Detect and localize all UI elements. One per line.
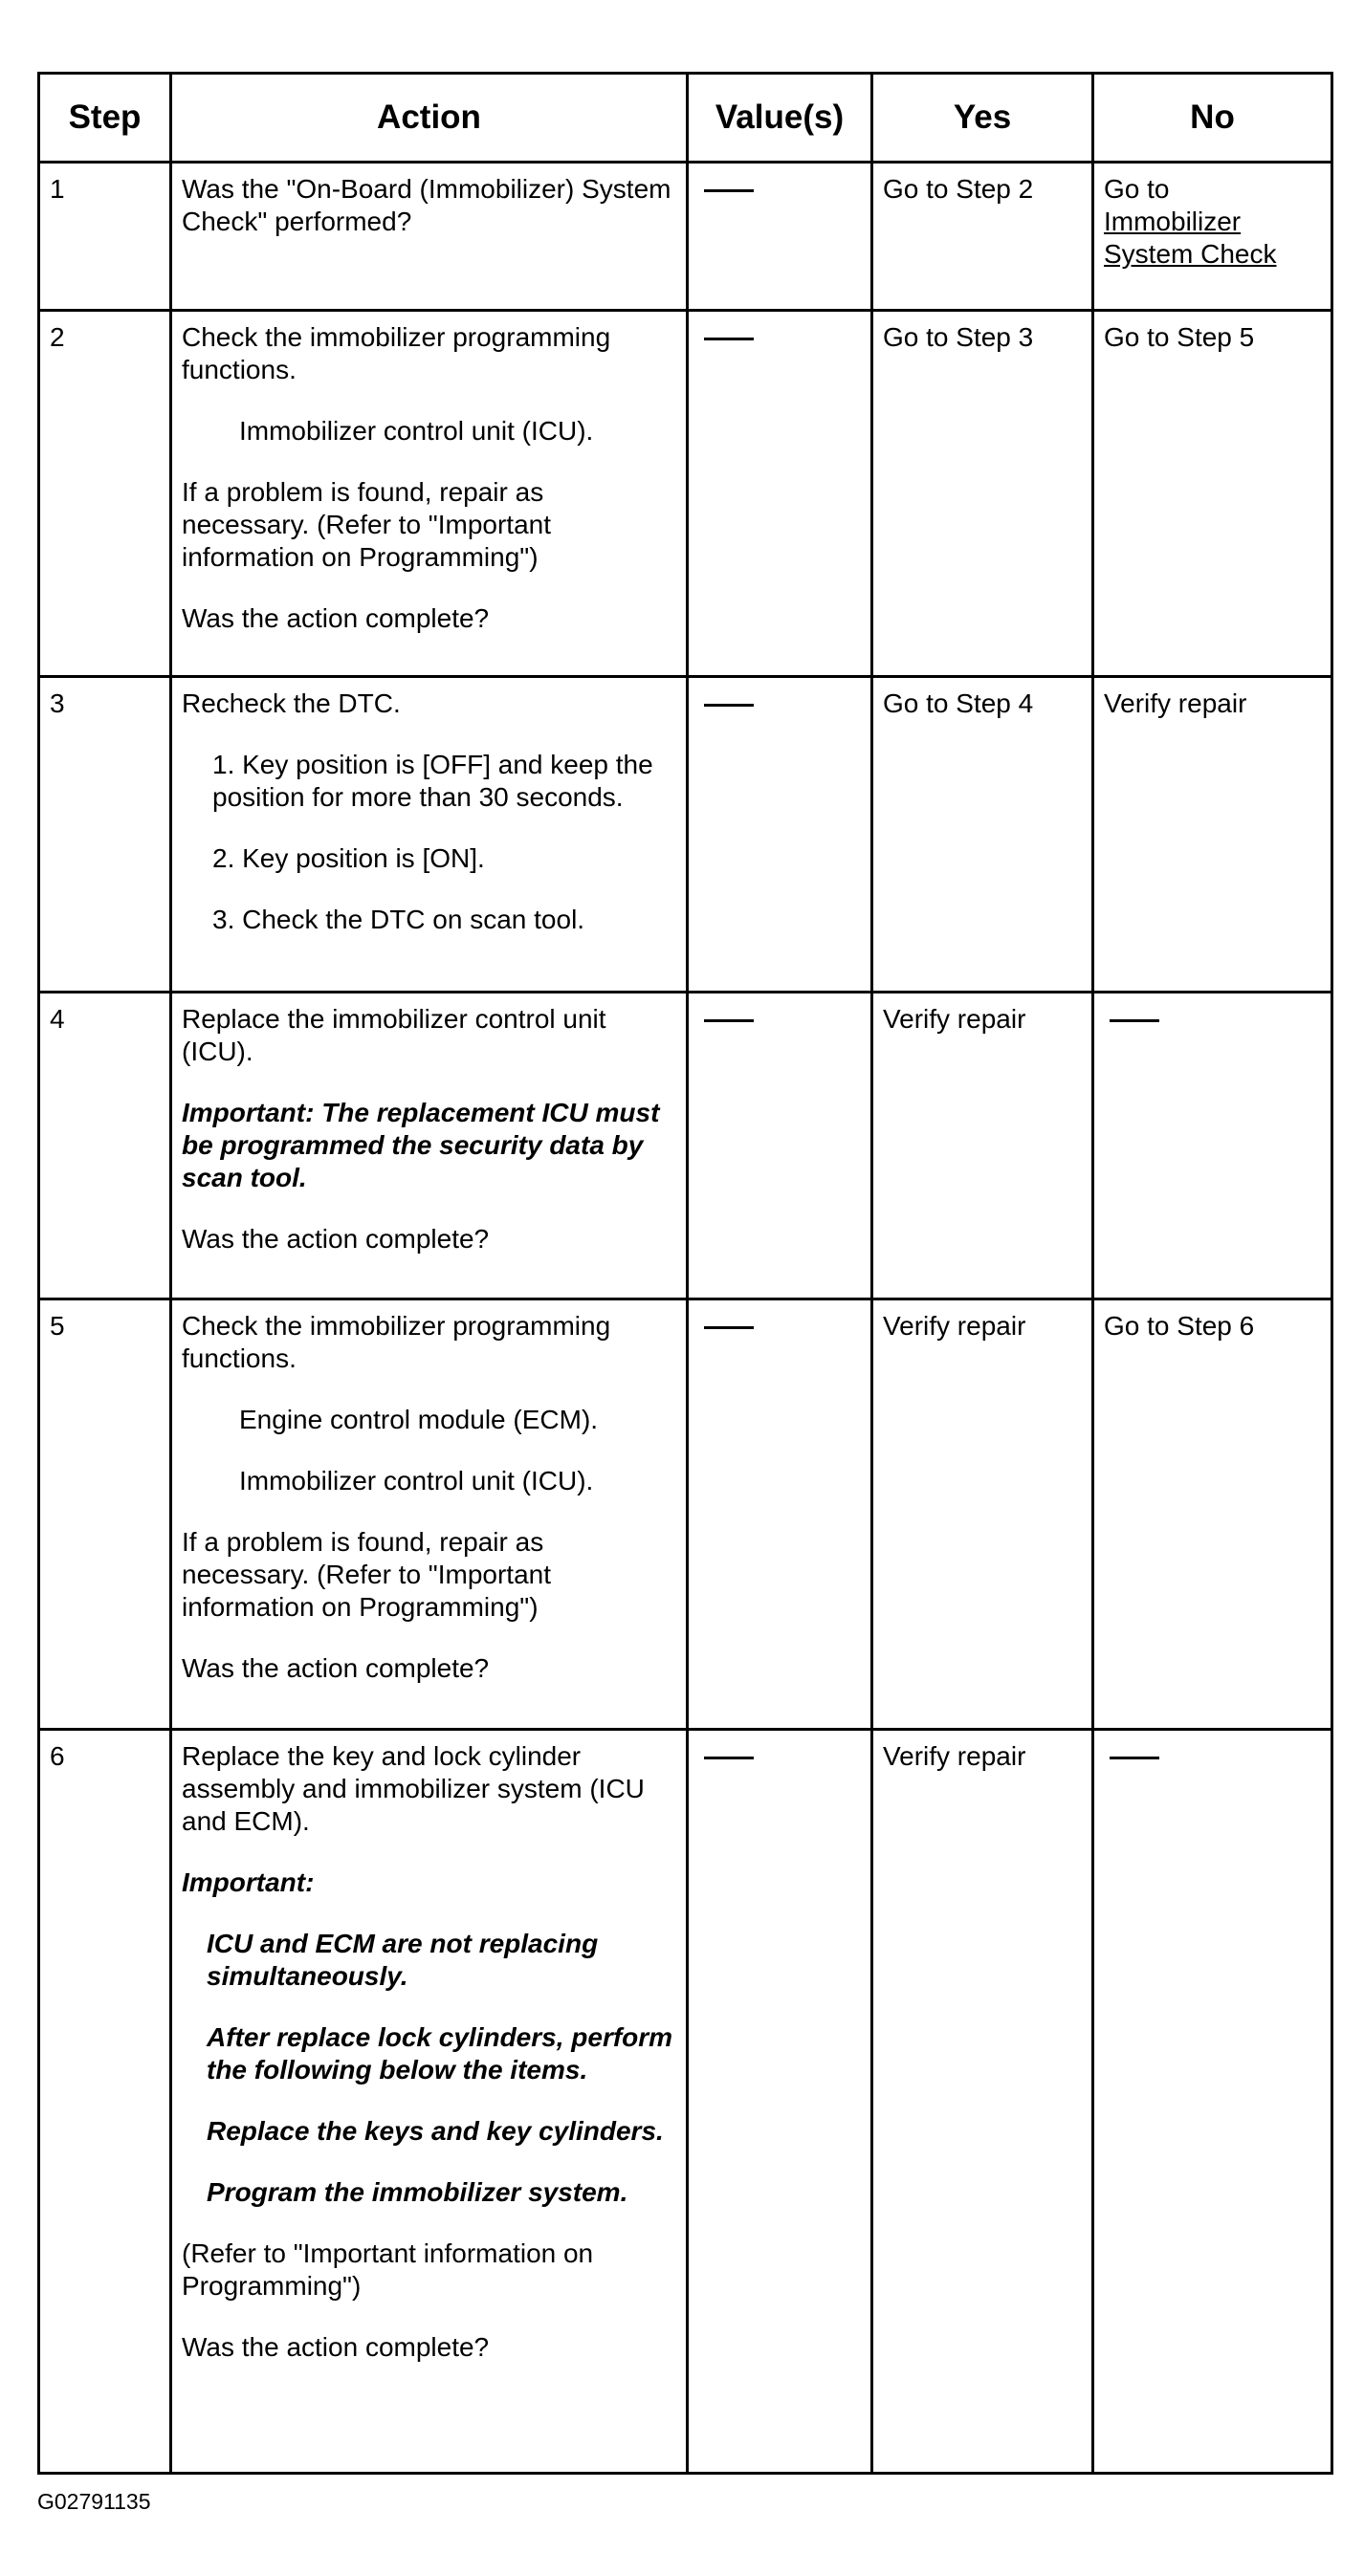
yes-cell: Go to Step 4: [872, 677, 1093, 993]
step-number: 5: [39, 1299, 171, 1730]
value-cell: [688, 677, 872, 993]
header-step: Step: [39, 74, 171, 163]
yes-cell: Go to Step 3: [872, 311, 1093, 677]
immobilizer-system-check-link[interactable]: Immobilizer System Check: [1104, 207, 1277, 269]
value-cell: [688, 1730, 872, 2474]
header-row: [39, 74, 1332, 163]
step-number: 4: [39, 993, 171, 1299]
action-text: Immobilizer control unit (ICU).: [239, 1466, 594, 1495]
header-no: No: [1093, 74, 1332, 163]
no-cell: [1093, 993, 1332, 1299]
action-cell: [171, 993, 688, 1299]
action-text: If a problem is found, repair as necessary. (Refer to "Important information on Programming"): [182, 477, 552, 572]
action-text: Was the action complete?: [182, 1224, 490, 1254]
action-text: 1. Key position is [OFF] and keep the position for more than 30 seconds.: [212, 750, 653, 812]
action-text: Check the immobilizer programming functions.: [182, 1311, 611, 1373]
action-text: Was the action complete?: [182, 603, 490, 633]
table-row: [39, 311, 1332, 677]
action-text: Check the immobilizer programming functions.: [182, 322, 611, 384]
figure-id: G02791135: [37, 2489, 151, 2514]
header-yes: Yes: [872, 74, 1093, 163]
action-text: Engine control module (ECM).: [239, 1405, 599, 1434]
yes-cell: Verify repair: [872, 1730, 1093, 2474]
yes-cell: Go to Step 2: [872, 163, 1093, 311]
action-text: Replace the key and lock cylinder assembly and immobilizer system (ICU and ECM).: [182, 1741, 645, 1836]
dash-mark: [1110, 1019, 1159, 1022]
action-text: Replace the immobilizer control unit (ICU).: [182, 1004, 606, 1066]
important-note: Important: The replacement ICU must be programmed the security data by scan tool.: [182, 1098, 660, 1192]
dash-mark: [1110, 1757, 1159, 1759]
dash-mark: [704, 1326, 754, 1329]
action-text: Recheck the DTC.: [182, 688, 401, 718]
dash-mark: [704, 704, 754, 707]
value-cell: [688, 1299, 872, 1730]
yes-cell: Verify repair: [872, 993, 1093, 1299]
dash-mark: [704, 189, 754, 192]
no-cell: Go to Step 5: [1093, 311, 1332, 677]
step-number: 2: [39, 311, 171, 677]
table-row: [39, 677, 1332, 993]
action-text: If a problem is found, repair as necessary. (Refer to "Important information on Programming"): [182, 1527, 552, 1622]
no-cell: Verify repair: [1093, 677, 1332, 993]
action-text: (Refer to "Important information on Programming"): [182, 2238, 594, 2301]
action-text: 2. Key position is [ON].: [212, 843, 485, 873]
table-row: [39, 993, 1332, 1299]
action-text: Was the action complete?: [182, 1653, 490, 1683]
important-label: Important:: [182, 1867, 315, 1897]
dash-mark: [704, 1757, 754, 1759]
diagnostic-table: [37, 72, 1333, 2475]
step-number: 3: [39, 677, 171, 993]
dash-mark: [704, 338, 754, 340]
action-text: 3. Check the DTC on scan tool.: [212, 905, 585, 934]
important-note: Program the immobilizer system.: [207, 2177, 628, 2207]
no-cell: [1093, 163, 1332, 311]
action-text: Immobilizer control unit (ICU).: [239, 416, 594, 446]
action-text: Was the action complete?: [182, 2332, 490, 2362]
header-values: Value(s): [688, 74, 872, 163]
value-cell: [688, 993, 872, 1299]
action-cell: [171, 1299, 688, 1730]
table-row: [39, 1730, 1332, 2474]
value-cell: [688, 163, 872, 311]
dash-mark: [704, 1019, 754, 1022]
action-text: Was the "On-Board (Immobilizer) System Check" performed?: [182, 174, 671, 236]
yes-cell: Verify repair: [872, 1299, 1093, 1730]
no-cell: Go to Step 6: [1093, 1299, 1332, 1730]
table-row: [39, 1299, 1332, 1730]
step-number: 1: [39, 163, 171, 311]
value-cell: [688, 311, 872, 677]
header-action: Action: [171, 74, 688, 163]
no-text: Go to: [1104, 174, 1170, 204]
action-cell: [171, 1730, 688, 2474]
important-note: ICU and ECM are not replacing simultaneously.: [207, 1929, 599, 1991]
action-cell: [171, 163, 688, 311]
action-cell: [171, 677, 688, 993]
step-number: 6: [39, 1730, 171, 2474]
important-note: Replace the keys and key cylinders.: [207, 2116, 664, 2146]
important-note: After replace lock cylinders, perform the following below the items.: [207, 2022, 673, 2085]
table-row: [39, 163, 1332, 311]
action-cell: [171, 311, 688, 677]
no-cell: [1093, 1730, 1332, 2474]
